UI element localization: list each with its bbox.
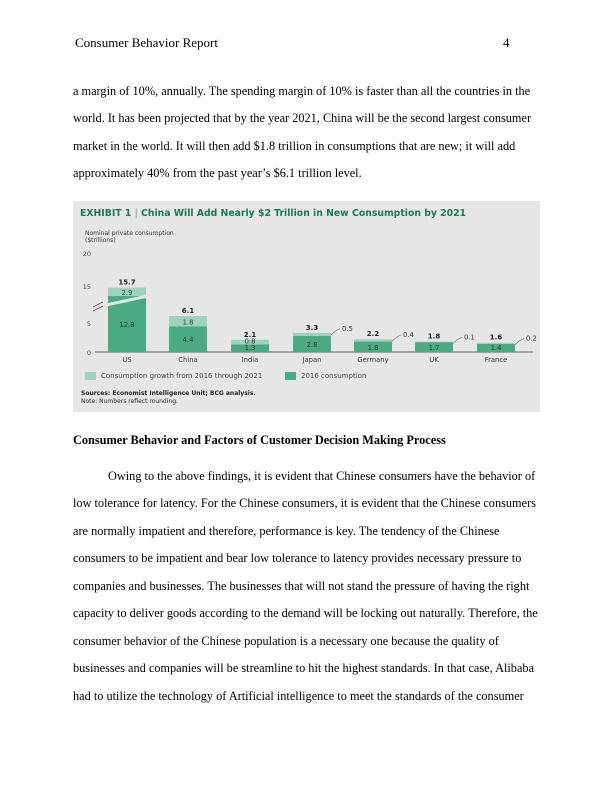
exhibit-label: EXHIBIT 1	[80, 208, 132, 219]
x-tick-label: Germany	[357, 356, 389, 364]
total-label: 1.6	[489, 333, 503, 342]
exhibit-title	[80, 208, 466, 219]
x-tick-label: France	[484, 356, 508, 364]
total-label: 1.8	[427, 332, 441, 341]
base-value-label: 1.3	[244, 344, 256, 352]
total-label: 2.2	[366, 330, 380, 339]
y-tick-label: 0	[86, 349, 91, 357]
x-tick-label: UK	[429, 356, 439, 364]
y-tick-label: 15	[82, 283, 91, 291]
leader-line	[453, 338, 462, 344]
legend-item-growth	[85, 372, 262, 380]
exhibit-separator: |	[134, 208, 138, 219]
intro-line: world. It has been projected that by the year 2021, China will be the second largest consumer	[73, 111, 532, 125]
running-header-title: Consumer Behavior Report	[75, 35, 218, 50]
growth-value-label: 2.9	[121, 289, 133, 298]
growth-value-label: 0.1	[464, 333, 475, 342]
body-line: low tolerance for latency. For the Chinese consumers, it is evident that the Chinese consumers	[73, 496, 536, 510]
base-value-label: 12.8	[119, 321, 135, 330]
section-heading: Consumer Behavior and Factors of Customer Decision Making Process	[73, 433, 446, 447]
x-tick-label: Japan	[302, 356, 322, 364]
growth-value-label: 0.4	[403, 331, 414, 340]
base-value-label: 2.8	[306, 340, 318, 349]
growth-value-label: 1.8	[182, 318, 194, 327]
bar-growth-japan	[293, 333, 331, 336]
y-tick-label: 20	[82, 250, 91, 258]
legend-label-base: 2016 consumption	[301, 372, 367, 380]
x-tick-label: China	[178, 356, 198, 364]
exhibit-title-text: China Will Add Nearly $2 Trillion in New Consumption by 2021	[141, 208, 467, 219]
total-label: 15.7	[118, 278, 136, 287]
bar-growth-germany	[354, 339, 392, 341]
legend-swatch-growth	[85, 372, 96, 380]
growth-value-label: 0.5	[342, 324, 353, 333]
leader-line	[392, 335, 401, 341]
legend-label-growth: Consumption growth from 2016 through 2021	[101, 372, 263, 380]
intro-line: a margin of 10%, annually. The spending margin of 10% is faster than all the countries in the	[73, 84, 531, 98]
total-label: 6.1	[181, 307, 195, 316]
body-line: companies and businesses. The businesses that will not stand the pressure of having the right	[73, 579, 530, 593]
intro-line: market in the world. It will then add $1.8 trillion in consumptions that are new; it will add	[73, 139, 516, 153]
exhibit-figure	[73, 201, 540, 412]
base-value-label: 1.8	[367, 344, 379, 352]
exhibit-sources: Sources: Economist Intelligence Unit; BCG analysis.	[81, 390, 256, 397]
total-label: 2.1	[243, 330, 257, 339]
page-number: 4	[503, 35, 510, 50]
base-value-label: 1.4	[490, 344, 502, 352]
bar-growth-uk	[415, 342, 453, 343]
intro-line: approximately 40% from the past year’s $6.1 trillion level.	[73, 166, 362, 180]
body-line: businesses and companies will be streamline to hit the highest standards. In that case, Alibaba	[73, 661, 535, 675]
body-line: consumers to be impatient and bear low tolerance to latency provides necessary pressure to	[73, 551, 522, 565]
base-value-label: 1.7	[428, 344, 440, 352]
body-line: had to utilize the technology of Artificial intelligence to meet the standards of the consumer	[73, 689, 524, 703]
body-line: consumer behavior of the Chinese population is a necessary one because the quality of	[73, 634, 499, 648]
y-axis-label-line1: Nominal private consumption	[85, 230, 174, 237]
y-tick-label: 5	[86, 320, 91, 328]
total-label: 3.3	[305, 323, 319, 332]
body-line: capacity to deliver goods according to the demand will be locking out naturally. Therefore, the	[73, 606, 538, 620]
y-axis-label	[85, 230, 195, 244]
leader-line	[331, 329, 340, 335]
x-tick-label: US	[122, 356, 132, 364]
body-line: are normally impatient and therefore, performance is key. The tendency of the Chinese	[73, 524, 500, 538]
body-line: Owing to the above findings, it is evident that Chinese consumers have the behavior of	[108, 469, 536, 483]
axis-break-mark	[93, 302, 103, 307]
base-value-label: 4.4	[182, 336, 194, 345]
leader-line	[515, 339, 524, 345]
axis-break-mark	[93, 306, 103, 311]
legend-item-base	[285, 372, 366, 380]
growth-value-label: 0.8	[244, 337, 256, 346]
x-tick-label: India	[241, 356, 259, 364]
y-axis-label-line2: ($trillions)	[85, 237, 116, 244]
growth-value-label: 0.2	[526, 334, 537, 343]
exhibit-note: Note: Numbers reflect rounding.	[81, 398, 178, 405]
legend-swatch-base	[285, 372, 296, 380]
